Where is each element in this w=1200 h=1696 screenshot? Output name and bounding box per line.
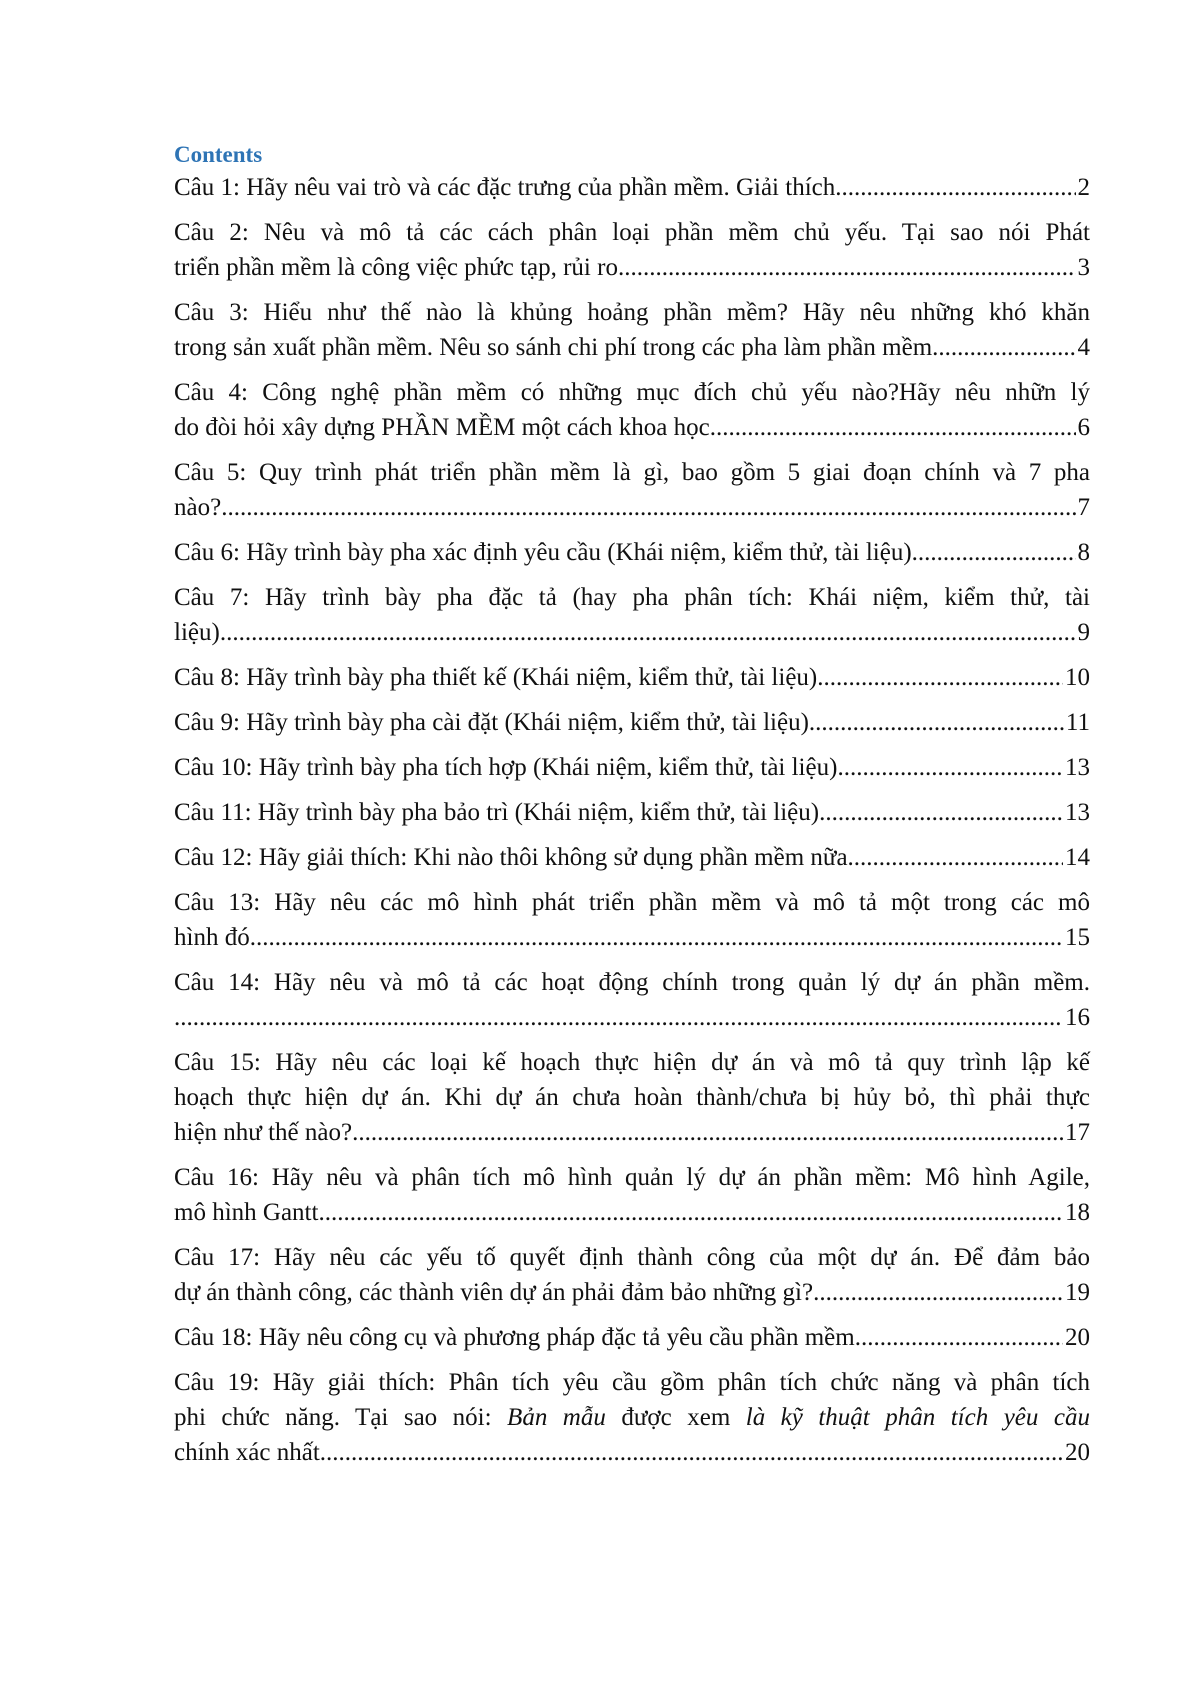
toc-page-number: 18 xyxy=(1065,1199,1090,1226)
dot-leader xyxy=(835,170,1075,205)
dot-leader xyxy=(819,795,1063,830)
toc-page-number: 10 xyxy=(1065,664,1090,691)
toc-entry-last-line xyxy=(174,750,1090,785)
toc-entry-line: Câu 3: Hiểu như thế nào là khủng hoảng phần mềm? Hãy nêu những khó khăn xyxy=(174,299,1090,326)
toc-entry-line: Câu 14: Hãy nêu và mô tả các hoạt động chính trong quản lý dự án phần mềm. xyxy=(174,969,1090,996)
toc-entry-text: Câu 10: Hãy trình bày pha tích hợp (Khái niệm, kiểm thử, tài liệu) xyxy=(174,754,838,781)
toc-page-number: 13 xyxy=(1065,754,1090,781)
dot-leader xyxy=(809,705,1064,740)
toc-entry-text: chính xác nhất xyxy=(174,1439,320,1466)
toc-entry-9[interactable] xyxy=(174,705,1090,740)
toc-text: phi chức năng. Tại sao nói: xyxy=(174,1404,508,1431)
dot-leader xyxy=(220,615,1076,650)
toc-page-number: 15 xyxy=(1065,924,1090,951)
dot-leader xyxy=(618,250,1076,285)
dot-leader xyxy=(813,1275,1063,1310)
dot-leader xyxy=(848,840,1063,875)
toc-page-number: 20 xyxy=(1065,1439,1090,1466)
toc-list xyxy=(174,170,1090,1355)
dot-leader xyxy=(250,920,1063,955)
toc-entry-text: nào? xyxy=(174,494,222,521)
toc-entry-7[interactable] xyxy=(174,580,1090,650)
toc-entry-last-line xyxy=(174,1275,1090,1310)
toc-entry-last-line xyxy=(174,705,1090,740)
toc-page-number: 2 xyxy=(1077,174,1090,201)
toc-entry-text: Câu 11: Hãy trình bày pha bảo trì (Khái niệm, kiểm thử, tài liệu) xyxy=(174,799,820,826)
toc-entry-last-line xyxy=(174,1435,1090,1470)
toc-entry-line: Câu 16: Hãy nêu và phân tích mô hình quản lý dự án phần mềm: Mô hình Agile, xyxy=(174,1164,1090,1191)
toc-page-number: 17 xyxy=(1065,1119,1090,1146)
toc-entry-line: Câu 7: Hãy trình bày pha đặc tả (hay pha phân tích: Khái niệm, kiểm thử, tài xyxy=(174,584,1090,611)
toc-entry-12[interactable] xyxy=(174,840,1090,875)
toc-entry-line: Câu 19: Hãy giải thích: Phân tích yêu cầu gồm phân tích chức năng và phân tích xyxy=(174,1369,1090,1396)
toc-entry-text: hình đó xyxy=(174,924,250,951)
toc-entry-text: triển phần mềm là công việc phức tạp, rủi ro xyxy=(174,254,618,281)
toc-page-number: 14 xyxy=(1065,844,1090,871)
toc-entry-line: Câu 15: Hãy nêu các loại kế hoạch thực hiện dự án và mô tả quy trình lập kế xyxy=(174,1049,1090,1076)
toc-entry-text: hiện như thế nào? xyxy=(174,1119,353,1146)
toc-page-number: 16 xyxy=(1065,1004,1090,1031)
toc-entry-last-line xyxy=(174,920,1090,955)
toc-entry-last-line xyxy=(174,1195,1090,1230)
toc-entry-text: do đòi hỏi xây dựng PHẦN MỀM một cách khoa học xyxy=(174,414,710,441)
toc-entry-last-line xyxy=(174,840,1090,875)
toc-entry-15[interactable] xyxy=(174,1045,1090,1150)
toc-page-number: 8 xyxy=(1077,539,1090,566)
toc-entry-last-line xyxy=(174,170,1090,205)
toc-entry-5[interactable] xyxy=(174,455,1090,525)
toc-entry-line: hoạch thực hiện dự án. Khi dự án chưa hoàn thành/chưa bị hủy bỏ, thì phải thực xyxy=(174,1084,1090,1111)
toc-entry-17[interactable] xyxy=(174,1240,1090,1310)
toc-entry-last-line xyxy=(174,1115,1090,1150)
dot-leader xyxy=(837,750,1063,785)
toc-entry-8[interactable] xyxy=(174,660,1090,695)
toc-entry-last-line xyxy=(174,250,1090,285)
toc-page-number: 11 xyxy=(1065,709,1090,736)
toc-page-number: 6 xyxy=(1077,414,1090,441)
toc-entry-text: Câu 9: Hãy trình bày pha cài đặt (Khái niệm, kiểm thử, tài liệu) xyxy=(174,709,809,736)
dot-leader xyxy=(710,410,1076,445)
toc-page-number: 20 xyxy=(1065,1324,1090,1351)
dot-leader xyxy=(352,1115,1063,1150)
toc-entry-last-line xyxy=(174,660,1090,695)
toc-entry-4[interactable] xyxy=(174,375,1090,445)
toc-page-number: 3 xyxy=(1077,254,1090,281)
toc-entry-3[interactable] xyxy=(174,295,1090,365)
toc-entry-line: Câu 2: Nêu và mô tả các cách phân loại phần mềm chủ yếu. Tại sao nói Phát xyxy=(174,219,1090,246)
toc-entry-last-line xyxy=(174,490,1090,525)
toc-page-number: 19 xyxy=(1065,1279,1090,1306)
toc-entry-16[interactable] xyxy=(174,1160,1090,1230)
toc-entry-10[interactable] xyxy=(174,750,1090,785)
toc-entry-line: Câu 13: Hãy nêu các mô hình phát triển phần mềm và mô tả một trong các mô xyxy=(174,889,1090,916)
toc-entry-text: Câu 12: Hãy giải thích: Khi nào thôi không sử dụng phần mềm nữa xyxy=(174,844,848,871)
dot-leader xyxy=(318,1195,1063,1230)
document-page xyxy=(174,140,1090,1480)
toc-entry-text: liệu) xyxy=(174,619,220,646)
toc-entry-11[interactable] xyxy=(174,795,1090,830)
toc-entry-line: Câu 17: Hãy nêu các yếu tố quyết định thành công của một dự án. Để đảm bảo xyxy=(174,1244,1090,1271)
toc-entry-18[interactable] xyxy=(174,1320,1090,1355)
dot-leader xyxy=(912,535,1076,570)
toc-entry-6[interactable] xyxy=(174,535,1090,570)
toc-entry-text: Câu 8: Hãy trình bày pha thiết kế (Khái niệm, kiểm thử, tài liệu) xyxy=(174,664,818,691)
toc-entry-2[interactable] xyxy=(174,215,1090,285)
dot-leader xyxy=(817,660,1063,695)
dot-leader xyxy=(221,490,1075,525)
toc-entry-text: Câu 18: Hãy nêu công cụ và phương pháp đặc tả yêu cầu phần mềm xyxy=(174,1324,855,1351)
toc-page-number: 9 xyxy=(1077,619,1090,646)
toc-entry-14[interactable] xyxy=(174,965,1090,1035)
toc-entry-19[interactable] xyxy=(174,1365,1090,1470)
toc-entry-last-line xyxy=(174,330,1090,365)
toc-page-number: 7 xyxy=(1077,494,1090,521)
toc-entry-last-line xyxy=(174,795,1090,830)
dot-leader xyxy=(174,1000,1063,1035)
toc-entry-13[interactable] xyxy=(174,885,1090,955)
toc-entry-last-line xyxy=(174,1320,1090,1355)
dot-leader xyxy=(320,1435,1063,1470)
toc-entry-line: Câu 4: Công nghệ phần mềm có những mục đích chủ yếu nào?Hãy nêu nhữn lý xyxy=(174,379,1090,406)
toc-heading: Contents xyxy=(174,142,263,167)
toc-entry-text: mô hình Gantt xyxy=(174,1199,319,1226)
toc-text-italic: là kỹ thuật phân tích yêu cầu xyxy=(745,1404,1090,1431)
toc-entry-1[interactable] xyxy=(174,170,1090,205)
toc-entry-last-line xyxy=(174,535,1090,570)
toc-entry-line: Câu 5: Quy trình phát triển phần mềm là gì, bao gồm 5 giai đoạn chính và 7 pha xyxy=(174,459,1090,486)
dot-leader xyxy=(855,1320,1063,1355)
toc-entry-last-line xyxy=(174,1000,1090,1035)
toc-entry-text: dự án thành công, các thành viên dự án phải đảm bảo những gì? xyxy=(174,1279,814,1306)
toc-entry-text: Câu 1: Hãy nêu vai trò và các đặc trưng của phần mềm. Giải thích xyxy=(174,174,836,201)
dot-leader xyxy=(932,330,1075,365)
toc-entry-text: trong sản xuất phần mềm. Nêu so sánh chi phí trong các pha làm phần mềm xyxy=(174,334,933,361)
toc-text: được xem xyxy=(605,1404,746,1431)
toc-entry-line xyxy=(174,1400,1090,1435)
toc-entry-last-line xyxy=(174,615,1090,650)
toc-text-italic: Bản mẫu xyxy=(507,1404,606,1431)
toc-entry-text: Câu 6: Hãy trình bày pha xác định yêu cầu (Khái niệm, kiểm thử, tài liệu) xyxy=(174,539,912,566)
toc-page-number: 4 xyxy=(1077,334,1090,361)
toc-entry-last-line xyxy=(174,410,1090,445)
toc-page-number: 13 xyxy=(1065,799,1090,826)
